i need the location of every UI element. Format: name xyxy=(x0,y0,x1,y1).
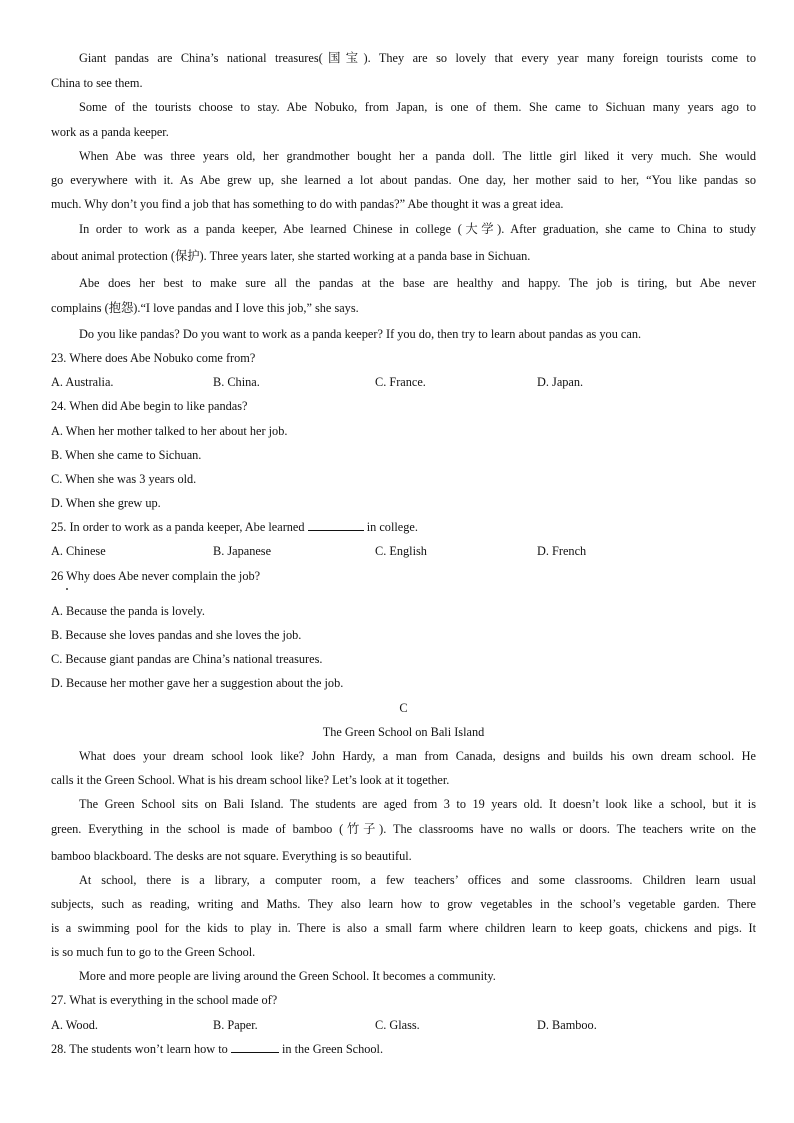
passage-line: work as a panda keeper. xyxy=(51,125,169,139)
option-a[interactable]: A. Australia. xyxy=(51,375,114,389)
passage-line: Some of the tourists choose to stay. Abe Nobuko, from Japan, is one of them. She came to Sichuan many years ago to xyxy=(79,100,756,114)
answer-blank[interactable] xyxy=(231,1041,279,1053)
question-stem: 27. What is everything in the school made of? xyxy=(51,993,278,1007)
question-stem xyxy=(51,1041,756,1057)
stem-text: in the Green School. xyxy=(278,1042,384,1056)
question-stem xyxy=(51,519,756,535)
passage-line: about animal protection (保护). Three years later, she started working at a panda base in Sichuan. xyxy=(51,249,531,263)
option-c[interactable]: C. Glass. xyxy=(375,1018,420,1032)
option-d[interactable]: D. Because her mother gave her a suggestion about the job. xyxy=(51,676,344,690)
passage-line: subjects, such as reading, writing and Maths. They also learn how to grow vegetables in the school’s vegetable garden. There xyxy=(51,897,756,911)
stem-text: in college. xyxy=(363,520,418,534)
passage-line: complains (抱怨).“I love pandas and I love this job,” she says. xyxy=(51,301,359,315)
passage-line: Abe does her best to make sure all the pandas at the base are healthy and happy. The job is tiring, but Abe never xyxy=(79,276,756,290)
passage-line: The Green School sits on Bali Island. The students are aged from 3 to 19 years old. It doesn’t look like a school, but it is xyxy=(79,797,756,811)
question-stem: 24. When did Abe begin to like pandas? xyxy=(51,399,248,413)
option-b[interactable]: B. Because she loves pandas and she loves the job. xyxy=(51,628,302,642)
option-b[interactable]: B. Japanese xyxy=(213,544,272,558)
passage-line: much. Why don’t you find a job that has something to do with pandas?” Abe thought it was a great idea. xyxy=(51,197,564,211)
passage-line: green. Everything in the school is made of bamboo (竹子). The classrooms have no walls or doors. The teachers write on the xyxy=(51,822,756,836)
passage-line: is so much fun to go to the Green School. xyxy=(51,945,256,959)
option-c[interactable]: C. Because giant pandas are China’s national treasures. xyxy=(51,652,323,666)
passage-line: In order to work as a panda keeper, Abe learned Chinese in college (大学). After graduation, she came to China to study xyxy=(79,222,756,236)
option-b[interactable]: B. Paper. xyxy=(213,1018,258,1032)
passage-line: China to see them. xyxy=(51,76,143,90)
passage-line: is a swimming pool for the kids to play in. There is also a small farm where children learn to keep goats, chickens and pigs. It xyxy=(51,921,756,935)
passage-line: Giant pandas are China’s national treasures(国宝). They are so lovely that every year many foreign tourists come to xyxy=(79,51,756,65)
option-d[interactable]: D. Bamboo. xyxy=(537,1018,597,1032)
passage-title: The Green School on Bali Island xyxy=(322,725,485,739)
passage-line: calls it the Green School. What is his dream school like? Let’s look at it together. xyxy=(51,773,450,787)
passage-line: What does your dream school look like? John Hardy, a man from Canada, designs and builds his own dream school. He xyxy=(79,749,756,763)
option-c[interactable]: C. When she was 3 years old. xyxy=(51,472,197,486)
section-label: C xyxy=(399,701,408,715)
passage-line: go everywhere with it. As Abe grew up, she learned a lot about pandas. One day, her mother said to her, “You like pandas so xyxy=(51,173,756,187)
passage-line: More and more people are living around the Green School. It becomes a community. xyxy=(79,969,496,983)
option-d[interactable]: D. When she grew up. xyxy=(51,496,161,510)
option-c[interactable]: C. English xyxy=(375,544,427,558)
option-b[interactable]: B. China. xyxy=(213,375,260,389)
option-c[interactable]: C. France. xyxy=(375,375,426,389)
stem-text: 28. The students won’t learn how to xyxy=(51,1042,231,1056)
passage-line: Do you like pandas? Do you want to work as a panda keeper? If you do, then try to learn about pandas as you can. xyxy=(79,327,642,341)
option-d[interactable]: D. French xyxy=(537,544,587,558)
option-a[interactable]: A. Chinese xyxy=(51,544,106,558)
option-b[interactable]: B. When she came to Sichuan. xyxy=(51,448,202,462)
passage-line: bamboo blackboard. The desks are not square. Everything is so beautiful. xyxy=(51,849,412,863)
question-stem: 26 Why does Abe never complain the job? xyxy=(51,569,261,583)
option-a[interactable]: A. Wood. xyxy=(51,1018,98,1032)
option-a[interactable]: A. When her mother talked to her about her job. xyxy=(51,424,288,438)
option-d[interactable]: D. Japan. xyxy=(537,375,584,389)
stray-mark xyxy=(66,588,68,590)
passage-line: At school, there is a library, a computer room, a few teachers’ offices and some classrooms. Children learn usual xyxy=(79,873,756,887)
answer-blank[interactable] xyxy=(308,519,364,531)
question-stem: 23. Where does Abe Nobuko come from? xyxy=(51,351,256,365)
stem-text: 25. In order to work as a panda keeper, Abe learned xyxy=(51,520,308,534)
option-a[interactable]: A. Because the panda is lovely. xyxy=(51,604,205,618)
passage-line: When Abe was three years old, her grandmother bought her a panda doll. The little girl liked it very much. She would xyxy=(79,149,756,163)
